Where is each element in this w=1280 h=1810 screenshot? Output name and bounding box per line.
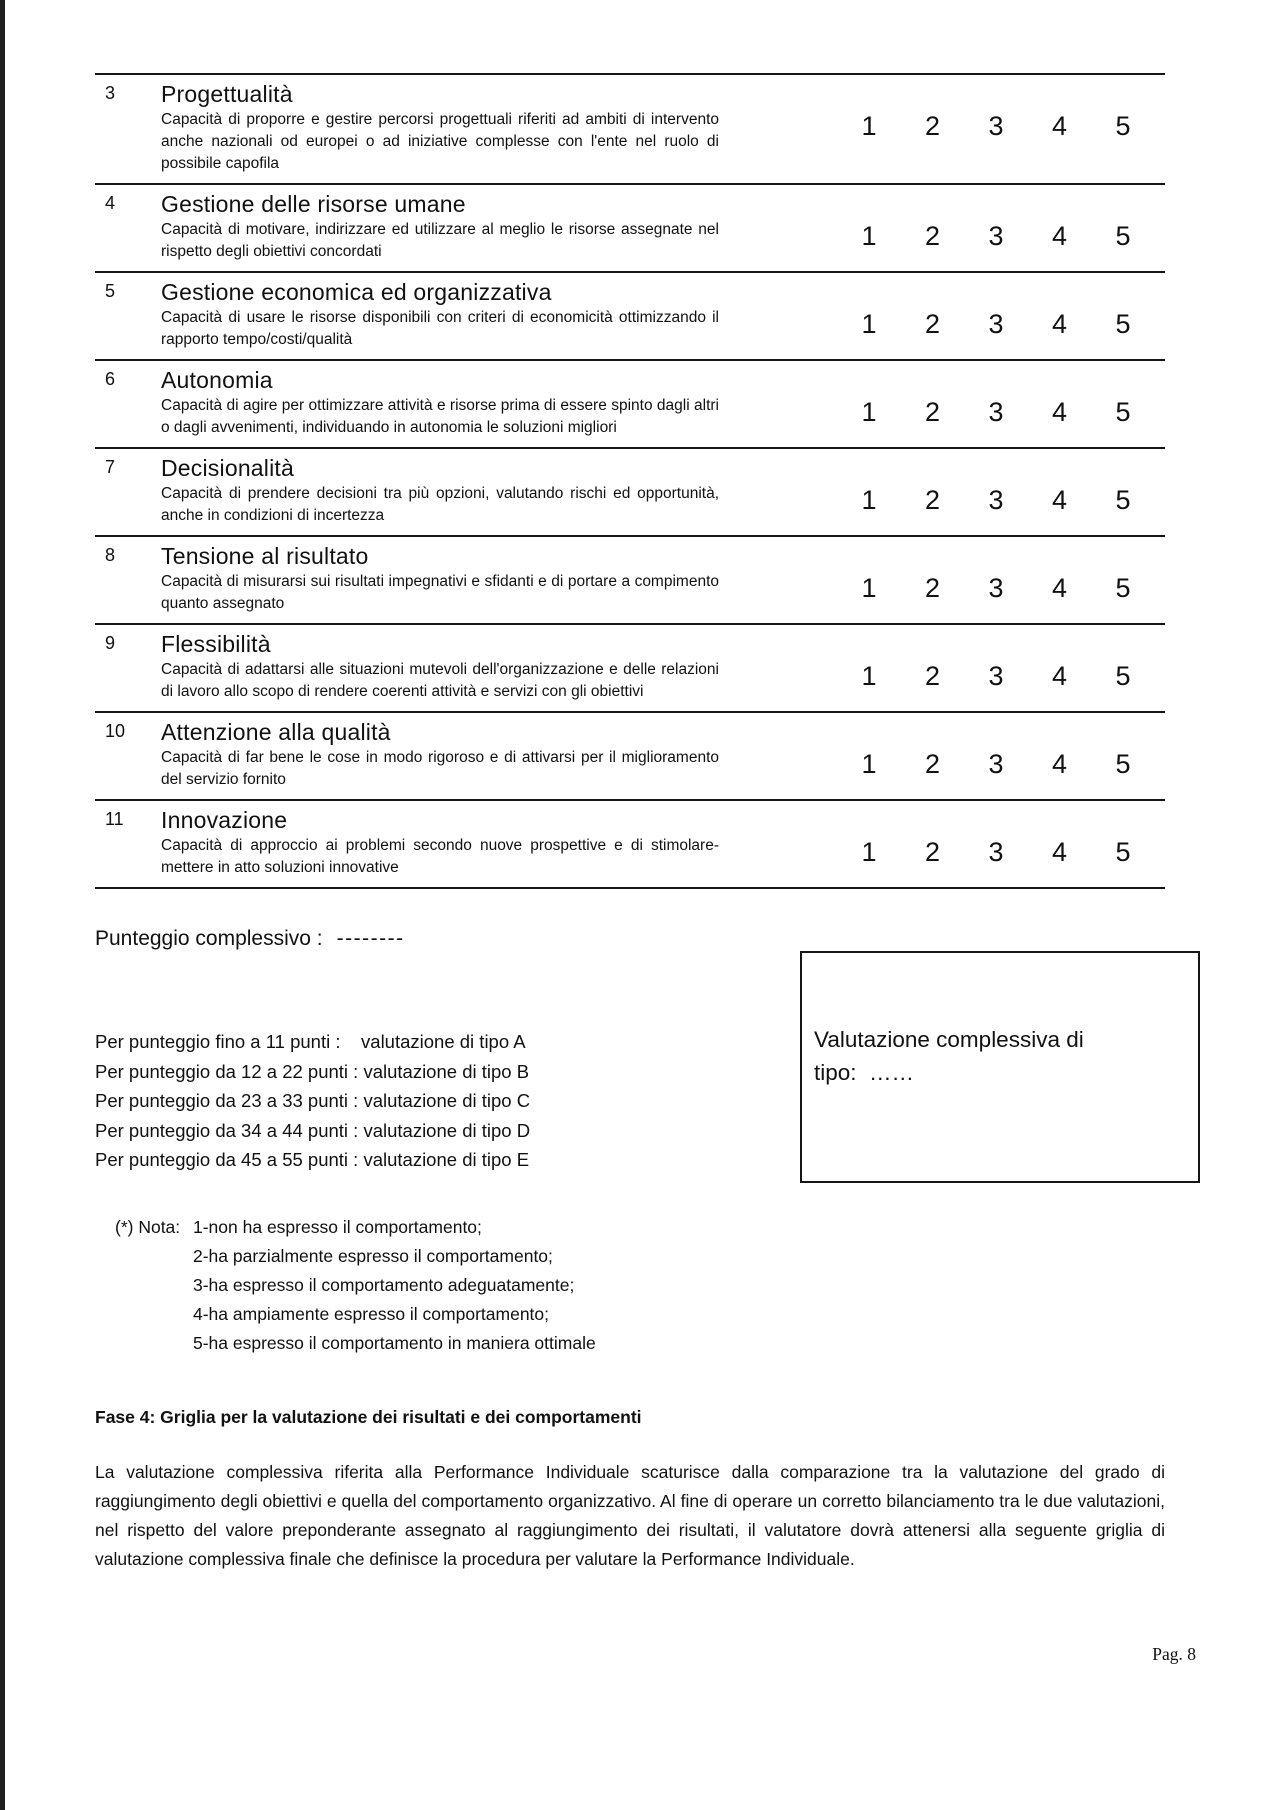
criterion-title: Progettualità	[161, 81, 293, 107]
rating-option-5[interactable]: 5	[1115, 661, 1131, 691]
criterion-description: Capacità di proporre e gestire percorsi progettuali riferiti ad ambiti di intervento anche nazionali od europei o ad iniziative complesse con l'ente nel ruolo di possibile capofila	[161, 111, 719, 172]
rating-option-3[interactable]: 3	[988, 837, 1004, 867]
criterion-row-3	[95, 75, 1165, 185]
rating-option-4[interactable]: 4	[1051, 221, 1068, 251]
rating-option-2[interactable]: 2	[924, 485, 941, 515]
rating-option-4[interactable]: 4	[1051, 397, 1068, 427]
criterion-description: Capacità di prendere decisioni tra più opzioni, valutando rischi ed opportunità, anche in condizioni di incertezza	[161, 485, 719, 524]
rating-option-2[interactable]: 2	[924, 309, 941, 339]
rating-option-2[interactable]: 2	[924, 661, 941, 691]
rating-option-1[interactable]: 1	[861, 749, 877, 779]
note-item: 3-ha espresso il comportamento adeguatamente;	[193, 1274, 575, 1295]
criterion-title: Decisionalità	[161, 455, 294, 481]
rating-option-5[interactable]: 5	[1115, 573, 1131, 603]
score-range-line: Per punteggio fino a 11 punti : valutazione di tipo A	[95, 1031, 526, 1052]
overall-score-value: --------	[336, 927, 405, 950]
criterion-number: 9	[105, 633, 116, 653]
rating-option-3[interactable]: 3	[988, 111, 1004, 141]
rating-option-1[interactable]: 1	[861, 111, 877, 141]
rating-option-3[interactable]: 3	[988, 573, 1004, 603]
criterion-number: 5	[105, 281, 116, 301]
score-range-line: Per punteggio da 23 a 33 punti : valutazione di tipo C	[95, 1090, 531, 1111]
criterion-row-11	[95, 801, 1165, 889]
criterion-number: 8	[105, 545, 116, 565]
rating-option-4[interactable]: 4	[1051, 111, 1068, 141]
evaluation-type-box	[800, 951, 1200, 1183]
criterion-description: Capacità di adattarsi alle situazioni mutevoli dell'organizzazione e delle relazioni di lavoro allo scopo di rendere coerenti attività e servizi con gli obiettivi	[161, 661, 719, 700]
rating-option-3[interactable]: 3	[988, 749, 1004, 779]
rating-scale	[860, 399, 1132, 426]
criterion-body	[161, 805, 719, 879]
score-range-line: Per punteggio da 45 a 55 punti : valutazione di tipo E	[95, 1149, 530, 1170]
rating-option-4[interactable]: 4	[1051, 485, 1068, 515]
rating-option-4[interactable]: 4	[1051, 661, 1068, 691]
rating-option-5[interactable]: 5	[1115, 221, 1131, 251]
note-items	[193, 1213, 596, 1358]
rating-option-2[interactable]: 2	[924, 397, 941, 427]
criterion-number: 7	[105, 457, 116, 477]
rating-option-3[interactable]: 3	[988, 397, 1004, 427]
criterion-number: 6	[105, 369, 116, 389]
rating-option-3[interactable]: 3	[988, 309, 1004, 339]
rating-option-3[interactable]: 3	[988, 661, 1004, 691]
rating-option-3[interactable]: 3	[988, 485, 1004, 515]
criterion-title: Gestione delle risorse umane	[161, 191, 466, 217]
page-number: Pag. 8	[1152, 1643, 1196, 1664]
criterion-description: Capacità di misurarsi sui risultati impegnativi e sfidanti e di portare a compimento quanto assegnato	[161, 573, 719, 612]
criterion-description: Capacità di usare le risorse disponibili con criteri di economicità ottimizzando il rapporto tempo/costi/qualità	[161, 309, 719, 348]
criterion-title: Tensione al risultato	[161, 543, 369, 569]
overall-score-label: Punteggio complessivo :	[95, 927, 323, 950]
criterion-description: Capacità di approccio ai problemi secondo nuove prospettive e di stimolare-mettere in atto soluzioni innovative	[161, 837, 719, 876]
criterion-number: 11	[105, 809, 124, 829]
criterion-body	[161, 453, 719, 527]
rating-scale	[860, 663, 1132, 690]
criterion-number: 10	[105, 721, 126, 741]
rating-option-4[interactable]: 4	[1051, 573, 1068, 603]
criterion-row-10	[95, 713, 1165, 801]
score-range-line: Per punteggio da 12 a 22 punti : valutazione di tipo B	[95, 1060, 530, 1082]
behavior-rating-table	[95, 73, 1165, 889]
criterion-title: Flessibilità	[161, 631, 271, 657]
rating-option-5[interactable]: 5	[1115, 837, 1131, 867]
overall-score-line	[95, 927, 1165, 951]
criterion-row-8	[95, 537, 1165, 625]
note-block	[115, 1213, 1165, 1358]
rating-option-4[interactable]: 4	[1051, 749, 1068, 779]
rating-scale	[860, 311, 1132, 338]
note-label: (*) Nota:	[115, 1216, 181, 1237]
rating-option-5[interactable]: 5	[1115, 485, 1131, 515]
criterion-description: Capacità di agire per ottimizzare attività e risorse prima di essere spinto dagli altri o dagli avvenimenti, individuando in autonomia le soluzioni migliori	[161, 397, 719, 436]
phase4-paragraph: La valutazione complessiva riferita alla Performance Individuale scaturisce dalla comparazione tra la valutazione del grado di raggiungimento degli obiettivi e quella del comportamento organizzativo. Al fine di operare un corretto bilanciamento tra le due valutazioni, nel rispetto del valore preponderante assegnato al raggiungimento dei risultati, il valutatore dovrà attenersi alla seguente griglia di valutazione complessiva finale che definisce la procedura per valutare la Performance Individuale.	[95, 1461, 1165, 1569]
criterion-description: Capacità di far bene le cose in modo rigoroso e di attivarsi per il miglioramento del servizio fornito	[161, 749, 719, 788]
criterion-body	[161, 277, 719, 351]
criterion-description: Capacità di motivare, indirizzare ed utilizzare al meglio le risorse assegnate nel rispetto degli obiettivi concordati	[161, 221, 719, 260]
criterion-body	[161, 541, 719, 615]
criterion-body	[161, 629, 719, 703]
criterion-row-9	[95, 625, 1165, 713]
rating-scale	[860, 113, 1132, 140]
rating-option-2[interactable]: 2	[924, 837, 941, 867]
rating-option-2[interactable]: 2	[924, 749, 941, 779]
rating-option-5[interactable]: 5	[1115, 749, 1131, 779]
criterion-row-5	[95, 273, 1165, 361]
rating-option-2[interactable]: 2	[924, 573, 941, 603]
note-item: 2-ha parzialmente espresso il comportamento;	[193, 1245, 553, 1266]
rating-scale	[860, 751, 1132, 778]
rating-option-1[interactable]: 1	[861, 397, 877, 427]
rating-option-5[interactable]: 5	[1115, 397, 1131, 427]
rating-scale	[860, 839, 1132, 866]
rating-option-1[interactable]: 1	[861, 837, 877, 867]
phase4-heading: Fase 4: Griglia per la valutazione dei risultati e dei comportamenti	[95, 1406, 642, 1427]
criterion-number: 3	[105, 83, 116, 103]
evaluation-type-text-line1: Valutazione complessiva di	[814, 1027, 1084, 1052]
rating-scale	[860, 575, 1132, 602]
rating-option-4[interactable]: 4	[1051, 309, 1068, 339]
criterion-row-4	[95, 185, 1165, 273]
criterion-title: Innovazione	[161, 807, 288, 833]
criterion-body	[161, 79, 719, 175]
criterion-title: Attenzione alla qualità	[161, 719, 391, 745]
note-item: 5-ha espresso il comportamento in maniera ottimale	[193, 1332, 596, 1353]
rating-scale	[860, 487, 1132, 514]
rating-option-1[interactable]: 1	[861, 485, 877, 515]
note-item: 1-non ha espresso il comportamento;	[193, 1216, 482, 1237]
criterion-body	[161, 717, 719, 791]
criterion-title: Autonomia	[161, 367, 273, 393]
score-range-line: Per punteggio da 34 a 44 punti : valutazione di tipo D	[95, 1119, 531, 1141]
criterion-title: Gestione economica ed organizzativa	[161, 279, 552, 305]
scan-edge-artifact	[0, 0, 5, 1810]
evaluation-type-text-line2: tipo: ……	[814, 1060, 915, 1085]
rating-option-1[interactable]: 1	[861, 309, 877, 339]
rating-option-1[interactable]: 1	[861, 661, 877, 691]
criterion-body	[161, 189, 719, 263]
rating-option-2[interactable]: 2	[924, 221, 941, 251]
rating-option-1[interactable]: 1	[861, 221, 877, 251]
rating-scale	[860, 223, 1132, 250]
criterion-row-7	[95, 449, 1165, 537]
rating-option-2[interactable]: 2	[924, 111, 941, 141]
rating-option-5[interactable]: 5	[1115, 111, 1131, 141]
criterion-row-6	[95, 361, 1165, 449]
criterion-number: 4	[105, 193, 116, 213]
rating-option-4[interactable]: 4	[1051, 837, 1068, 867]
rating-option-1[interactable]: 1	[861, 573, 877, 603]
rating-option-3[interactable]: 3	[988, 221, 1004, 251]
criterion-body	[161, 365, 719, 439]
rating-option-5[interactable]: 5	[1115, 309, 1131, 339]
note-item: 4-ha ampiamente espresso il comportamento;	[193, 1303, 550, 1324]
